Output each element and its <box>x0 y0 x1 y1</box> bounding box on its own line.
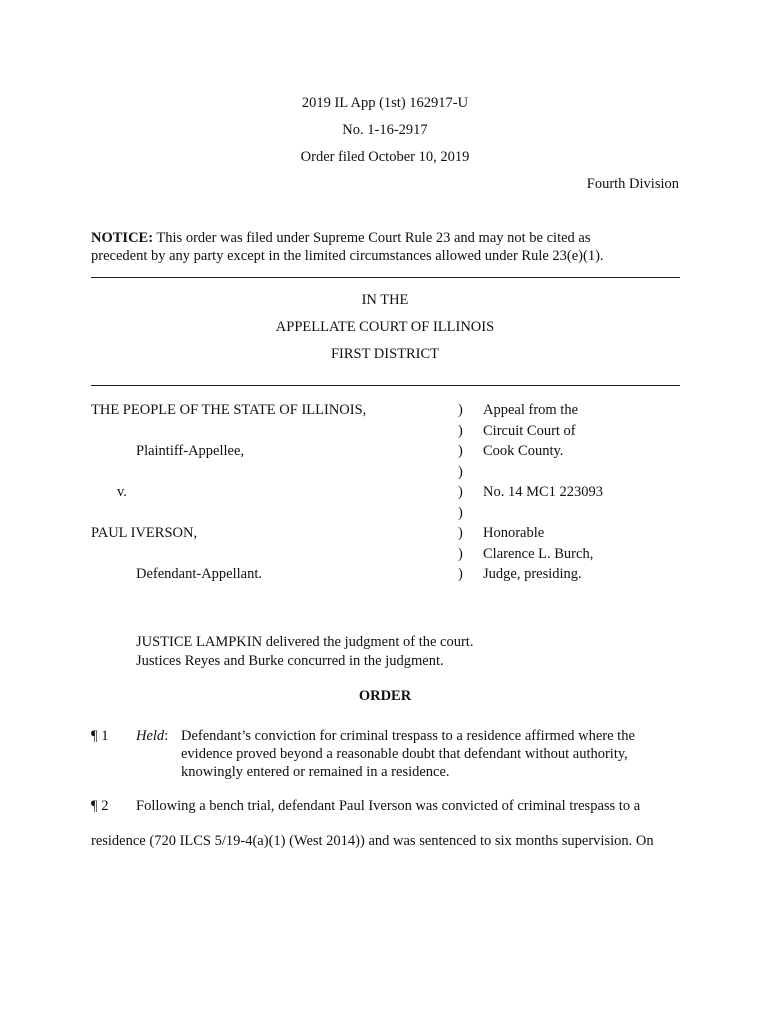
court-district: FIRST DISTRICT <box>330 346 440 362</box>
plaintiff-name: THE PEOPLE OF THE STATE OF ILLINOIS, <box>91 402 367 418</box>
paragraph-mark-2: ¶ 2 <box>91 798 109 814</box>
order-title: ORDER <box>358 688 412 704</box>
paragraph-mark-1: ¶ 1 <box>91 728 109 744</box>
caption-paren: ) <box>458 402 463 418</box>
held-line-3: knowingly entered or remained in a residence. <box>181 764 450 780</box>
plaintiff-role: Plaintiff-Appellee, <box>136 443 245 459</box>
judge-presiding: Judge, presiding. <box>483 566 582 582</box>
held-label <box>136 727 168 745</box>
notice-line-1 <box>91 229 591 247</box>
caption-paren: ) <box>458 546 463 562</box>
citation: 2019 IL App (1st) 162917-U <box>301 95 469 111</box>
paragraph-2-line-1: Following a bench trial, defendant Paul Iverson was convicted of criminal trespass to a <box>136 798 641 814</box>
versus: v. <box>117 484 127 500</box>
paragraph-2-line-2: residence (720 ILCS 5/19-4(a)(1) (West 2014)) and was sentenced to six months supervision. On <box>91 833 654 849</box>
circuit-court: Circuit Court of <box>483 423 576 439</box>
caption-paren: ) <box>458 423 463 439</box>
notice-line-2: precedent by any party except in the limited circumstances allowed under Rule 23(e)(1). <box>91 248 604 264</box>
held-word: Held <box>136 728 165 744</box>
lower-court-number: No. 14 MC1 223093 <box>483 484 604 500</box>
held-line-1: Defendant’s conviction for criminal trespass to a residence affirmed where the <box>181 728 635 744</box>
caption-paren: ) <box>458 484 463 500</box>
concurring-justices: Justices Reyes and Burke concurred in the judgment. <box>136 653 444 669</box>
caption-paren: ) <box>458 443 463 459</box>
defendant-role: Defendant-Appellant. <box>136 566 263 582</box>
county: Cook County. <box>483 443 564 459</box>
docket-number: No. 1-16-2917 <box>342 122 428 138</box>
notice-text-1: This order was filed under Supreme Court Rule 23 and may not be cited as <box>153 230 591 246</box>
divider-bottom <box>91 385 680 386</box>
court-line-1: IN THE <box>361 292 409 308</box>
delivering-justice: JUSTICE LAMPKIN delivered the judgment of the court. <box>136 634 474 650</box>
judge-name: Clarence L. Burch, <box>483 546 594 562</box>
court-name: APPELLATE COURT OF ILLINOIS <box>275 319 495 335</box>
held-line-2: evidence proved beyond a reasonable doubt that defendant without authority, <box>181 746 628 762</box>
caption-paren: ) <box>458 464 463 480</box>
caption-paren: ) <box>458 505 463 521</box>
filed-date: Order filed October 10, 2019 <box>300 149 470 165</box>
held-colon: : <box>164 728 169 744</box>
division: Fourth Division <box>586 176 679 192</box>
caption-paren: ) <box>458 525 463 541</box>
caption-paren: ) <box>458 566 463 582</box>
honorable: Honorable <box>483 525 545 541</box>
notice-label: NOTICE: <box>91 230 154 246</box>
appeal-from: Appeal from the <box>483 402 579 418</box>
divider-top <box>91 277 680 278</box>
defendant-name: PAUL IVERSON, <box>91 525 198 541</box>
